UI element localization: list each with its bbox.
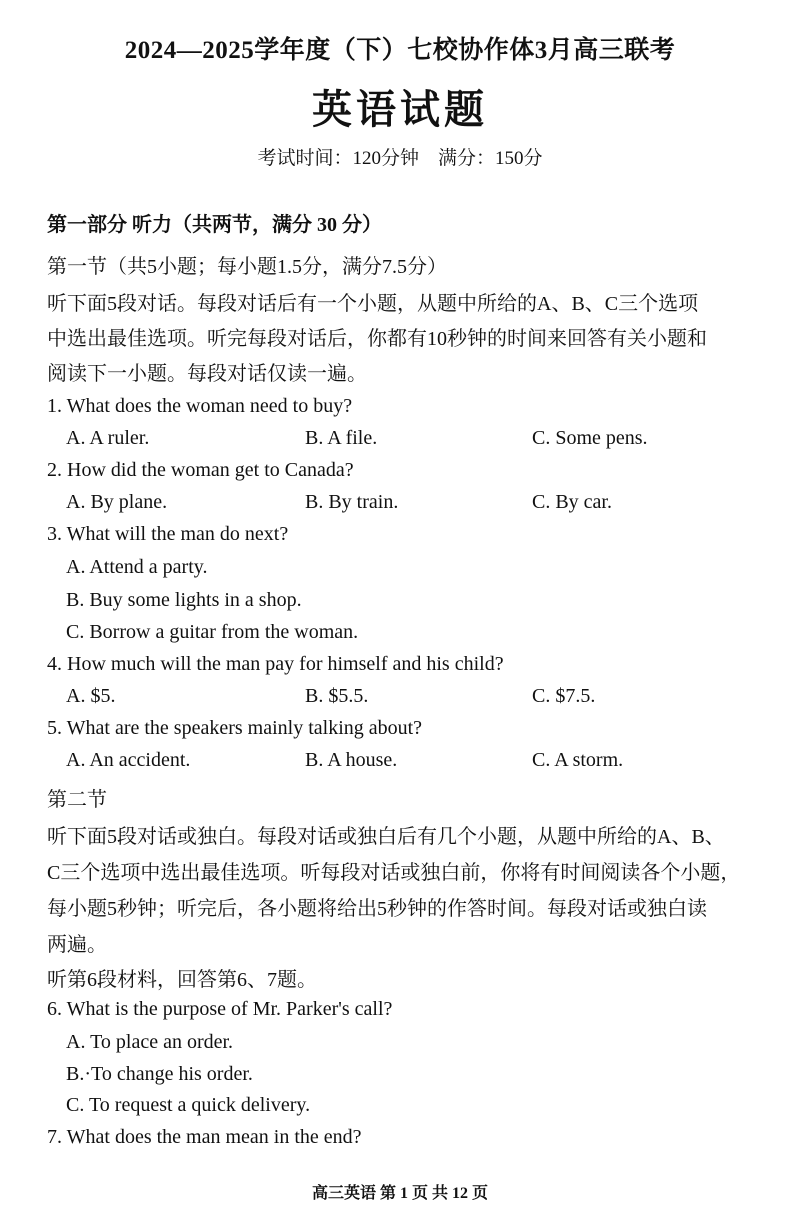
page-footer: 高三英语 第 1 页 共 12 页 [311, 1185, 488, 1202]
option-c: C. By car. [532, 491, 612, 513]
exam-meta: 考试时间：120分钟 满分：150分 [257, 148, 543, 169]
option-c: C. To request a quick delivery. [66, 1094, 311, 1116]
option-b: B. $5.5. [305, 685, 369, 707]
question-stem: 7. What does the man mean in the end? [47, 1126, 362, 1148]
option-c: C. Some pens. [532, 427, 648, 449]
question-stem: 1. What does the woman need to buy? [47, 395, 353, 417]
section2-instruction-line: 每小题5秒钟；听完后，各小题将给出5秒钟的作答时间。每段对话或独白读 [47, 898, 707, 920]
question-stem: 4. How much will the man pay for himself and his child? [47, 653, 504, 675]
material-note: 听第6段材料，回答第6、7题。 [47, 969, 317, 991]
option-a: A. A ruler. [66, 427, 150, 449]
option-b: B. Buy some lights in a shop. [66, 589, 302, 611]
option-b: B. A house. [305, 749, 398, 771]
option-a: A. $5. [66, 685, 116, 707]
option-b: B. By train. [305, 491, 399, 513]
question-stem: 3. What will the man do next? [47, 523, 289, 545]
section1-instruction-line: 中选出最佳选项。听完每段对话后，你都有10秒钟的时间来回答有关小题和 [47, 328, 707, 350]
section2-instruction-line: C三个选项中选出最佳选项。听每段对话或独白前，你将有时间阅读各个小题， [47, 862, 741, 884]
question-stem: 2. How did the woman get to Canada? [47, 459, 354, 481]
option-a: A. Attend a party. [66, 556, 208, 578]
exam-header-line: 2024—2025学年度（下）七校协作体3月高三联考 [124, 37, 676, 64]
option-c: C. $7.5. [532, 685, 596, 707]
question-stem: 6. What is the purpose of Mr. Parker's call? [47, 998, 393, 1020]
option-a: A. By plane. [66, 491, 168, 513]
option-b: B.·To change his order. [66, 1063, 253, 1085]
question-stem: 5. What are the speakers mainly talking about? [47, 717, 423, 739]
option-b: B. A file. [305, 427, 378, 449]
part1-heading: 第一部分 听力（共两节，满分 30 分） [47, 214, 382, 236]
section1-heading: 第一节（共5小题；每小题1.5分，满分7.5分） [47, 256, 447, 278]
option-c: C. Borrow a guitar from the woman. [66, 621, 359, 643]
option-a: A. To place an order. [66, 1031, 234, 1053]
section2-heading: 第二节 [47, 789, 107, 811]
section2-instruction-line: 两遍。 [47, 934, 107, 956]
option-c: C. A storm. [532, 749, 624, 771]
option-a: A. An accident. [66, 749, 191, 771]
section1-instruction-line: 听下面5段对话。每段对话后有一个小题，从题中所给的A、B、C三个选项 [47, 293, 699, 315]
section2-instruction-line: 听下面5段对话或独白。每段对话或独白后有几个小题，从题中所给的A、B、 [47, 826, 725, 848]
section1-instruction-line: 阅读下一小题。每段对话仅读一遍。 [47, 363, 367, 385]
subject-title: 英语试题 [312, 87, 488, 132]
